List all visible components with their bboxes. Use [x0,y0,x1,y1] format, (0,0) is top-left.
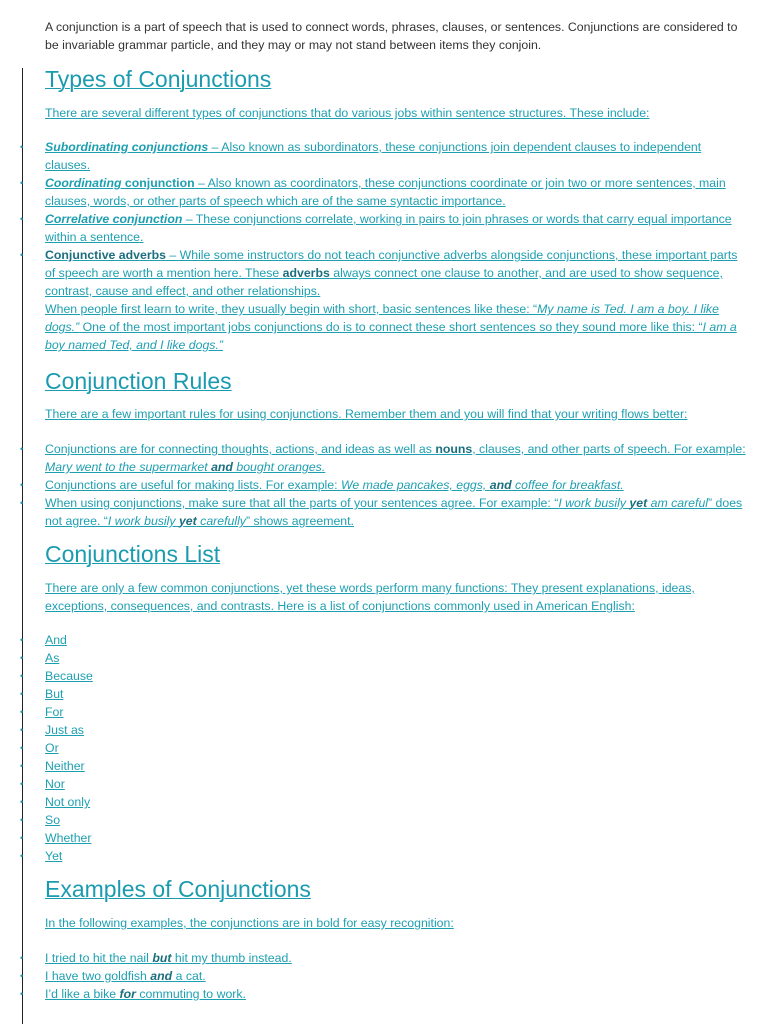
example-text: I tried to hit the nail [45,951,153,965]
example-conjunction: but [152,951,172,965]
list-item-text [45,985,748,1003]
example-sentence-cont: coffee for breakfast. [511,478,624,492]
bold-word: adverbs [282,266,330,280]
example-text-cont: commuting to work. [135,987,246,1001]
conjunction-word: Just as [45,723,84,737]
term-description: – While some instructors do not teach conjunctive adverbs alongside conjunctions, these important parts of speech are worth a mention here. These [45,248,738,280]
bullet-icon: • [20,142,24,152]
example-sentence-cont: bought oranges. [232,460,326,474]
conjunction-word-item[interactable] [0,739,748,757]
list-item-text [45,138,748,174]
bullet-icon: • [20,671,24,681]
bullet-icon: • [20,178,24,188]
example-conjunction: and [211,460,233,474]
followup-text-cont: One of the most important jobs conjunctions do is to connect these short sentences so they sound more like this: “ [79,320,703,334]
example-sentence-cont: am careful [647,496,709,510]
conjunction-word-item[interactable] [0,847,748,865]
bullet-icon: • [20,953,24,963]
conjunction-word-item[interactable] [0,811,748,829]
list-item-text [45,494,748,530]
conjunction-word-item[interactable] [0,685,748,703]
example-conjunction: for [119,987,136,1001]
example-sentence: My name is Ted. I am a boy. I like dogs.” [45,302,719,334]
term-description: – These conjunctions correlate, working in pairs to join phrases or words that carry equal importance within a sentence. [45,212,732,244]
term-description: – Also known as subordinators, these conjunctions join dependent clauses to independent clauses. [45,140,702,172]
list-lead[interactable]: There are only a few common conjunctions, yet these words perform many functions: They present explanations, ideas, exceptions, consequences, and contrasts. Here is a list of conjunctions commonly used in American English: [45,581,695,613]
bullet-icon: • [20,779,24,789]
term-label-suffix: conjunction [121,176,195,190]
bullet-icon: • [20,498,24,508]
heading-conjunction-rules[interactable]: Conjunction Rules [45,368,232,394]
example-text: I have two goldfish [45,969,151,983]
example-conjunction: and [489,478,512,492]
example-conjunction: yet [629,496,648,510]
example-sentence: I work busily [558,496,630,510]
term-description-cont: always connect one clause to another, and are used to show sequence, contrast, cause and effect, and other relationships. [45,266,723,298]
list-item-text [45,174,748,210]
bullet-icon: • [20,851,24,861]
conjunction-word: And [45,633,67,647]
list-item-text [45,210,748,246]
example-sentence: We made pancakes, eggs, [340,478,490,492]
conjunction-word: Whether [45,831,92,845]
bullet-icon: • [20,444,24,454]
conjunction-word-item[interactable] [0,793,748,811]
conjunction-word-item[interactable] [0,649,748,667]
example-sentence: Mary went to the supermarket [45,460,212,474]
list-item[interactable] [0,949,748,967]
term-description: – Also known as coordinators, these conjunctions coordinate or join two or more sentences, main clauses, words, or other parts of speech which are of the same syntactic importance. [45,176,726,208]
list-item[interactable] [0,985,748,1003]
bullet-icon: • [20,480,24,490]
list-item[interactable] [0,138,748,174]
rule-text-cont: , clauses, and other parts of speech. For example: [472,442,746,456]
followup-text: When people first learn to write, they usually begin with short, basic sentences like these: “ [45,302,538,316]
heading-conjunctions-list[interactable]: Conjunctions List [45,541,221,567]
bullet-icon: • [20,707,24,717]
term-label: Correlative conjunction [45,212,183,226]
term-label: Coordinating [45,176,122,190]
bold-word: nouns [435,442,473,456]
types-list [0,138,748,354]
bullet-icon: • [20,689,24,699]
bullet-icon: • [20,815,24,825]
bullet-icon: • [20,214,24,224]
list-item-text [45,967,748,985]
rule-text: When using conjunctions, make sure that all the parts of your sentences agree. For example: “ [45,496,559,510]
list-item[interactable] [0,210,748,246]
bullet-icon: • [20,989,24,999]
rule-text: Conjunctions are for connecting thoughts, actions, and ideas as well as [45,442,436,456]
list-item[interactable] [0,246,748,354]
conjunction-word: Because [45,669,93,683]
term-label: Subordinating conjunctions [45,140,209,154]
bullet-icon: • [20,743,24,753]
bullet-icon: • [20,971,24,981]
conjunctions-word-list [0,631,748,865]
conjunction-word: Or [45,741,59,755]
example-conjunction: yet [178,514,197,528]
example-text-cont: a cat. [172,969,206,983]
bullet-icon: • [20,797,24,807]
bullet-icon: • [20,761,24,771]
example-text-cont: hit my thumb instead. [171,951,292,965]
example-conjunction: and [150,969,173,983]
bullet-icon: • [20,725,24,735]
conjunction-word-item[interactable] [0,703,748,721]
types-lead[interactable]: There are several different types of conjunctions that do various jobs within sentence structures. These include: [45,106,650,120]
conjunction-word: So [45,813,61,827]
conjunction-word: Yet [45,849,63,863]
rules-list [0,440,748,530]
conjunction-word-item[interactable] [0,721,748,739]
list-item-text [45,476,748,494]
example-sentence: I work busily [107,514,179,528]
rule-text-end: ” shows agreement. [245,514,354,528]
conjunction-word-item[interactable] [0,631,748,649]
example-sentence: I am a boy named Ted, and I like dogs.” [45,320,737,352]
example-text: I’d like a bike [45,987,120,1001]
heading-types-of-conjunctions[interactable]: Types of Conjunctions [45,66,272,92]
conjunction-word: Neither [45,759,85,773]
term-label: Conjunctive adverbs [45,248,166,262]
bullet-icon: • [20,833,24,843]
list-item[interactable] [0,494,748,530]
conjunction-word: For [45,705,64,719]
list-item[interactable] [0,440,748,476]
list-item-text [45,246,748,354]
examples-list [0,949,748,1003]
conjunction-word: But [45,687,64,701]
bullet-icon: • [20,635,24,645]
conjunction-word: Not only [45,795,91,809]
list-item-text [45,440,748,476]
conjunction-word-item[interactable] [0,757,748,775]
bullet-icon: • [20,250,24,260]
conjunction-word: As [45,651,60,665]
conjunction-word-item[interactable] [0,667,748,685]
list-item-text [45,949,748,967]
rules-lead[interactable]: There are a few important rules for using conjunctions. Remember them and you will find that your writing flows better: [45,407,688,421]
rule-text-cont: ” does not agree. “ [45,496,743,528]
conjunction-word-item[interactable] [0,829,748,847]
rule-text: Conjunctions are useful for making lists. For example: [45,478,341,492]
conjunction-word: Nor [45,777,65,791]
example-sentence-cont: carefully [196,514,246,528]
list-item[interactable] [0,476,748,494]
list-item[interactable] [0,174,748,210]
bullet-icon: • [20,653,24,663]
list-item[interactable] [0,967,748,985]
examples-lead[interactable]: In the following examples, the conjunctions are in bold for easy recognition: [45,916,454,930]
conjunction-word-item[interactable] [0,775,748,793]
intro-paragraph: A conjunction is a part of speech that is used to connect words, phrases, clauses, or sentences. Conjunctions are considered to be invariable grammar particle, and they may or may not stand between items they conjoin. [45,20,738,52]
heading-examples-of-conjunctions[interactable]: Examples of Conjunctions [45,876,311,902]
